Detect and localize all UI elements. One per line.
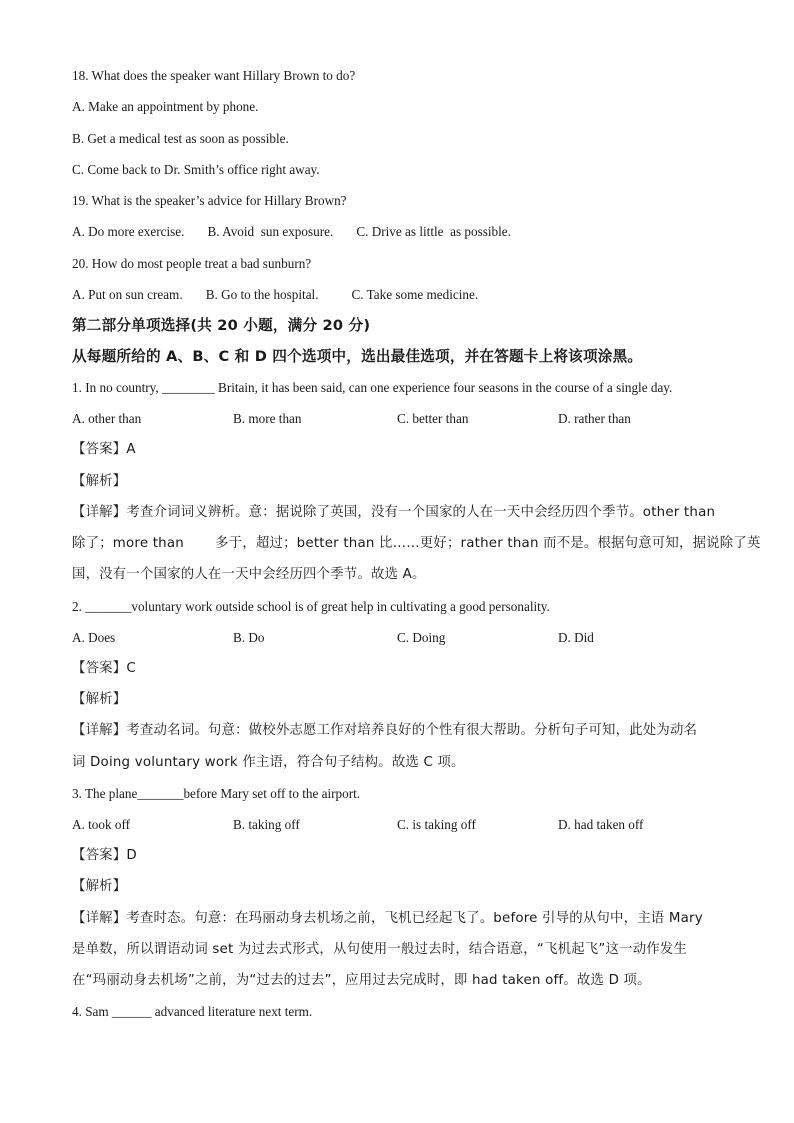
option-1b: B. more than <box>233 411 302 426</box>
detail-3-line-2: 是单数，所以谓语动词 set 为过去式形式，从句使用一般过去时，结合语意，“飞机起飞”这一动作发生 <box>72 942 688 957</box>
answer-2: 【答案】C <box>72 661 136 676</box>
question-1-stem: 1. In no country, ________ Britain, it has been said, can one experience four seasons in the course of a single day. <box>72 380 673 395</box>
option-1d: D. rather than <box>558 411 631 426</box>
analysis-2: 【解析】 <box>72 692 127 707</box>
option-1c: C. better than <box>397 411 469 426</box>
question-19: 19. What is the speaker’s advice for Hillary Brown? <box>72 193 347 208</box>
detail-3-line-1: 【详解】考查时态。句意：在玛丽动身去机场之前，飞机已经起飞了。before 引导的从句中，主语 Mary <box>72 911 703 926</box>
analysis-1: 【解析】 <box>72 474 127 489</box>
options-20: A. Put on sun cream. B. Go to the hospital. C. Take some medicine. <box>72 287 479 302</box>
detail-1-line-2: 除了；more than 多于，超过；better than 比……更好；rather than 而不是。根据句意可知，据说除了英 <box>72 536 761 551</box>
answer-1: 【答案】A <box>72 442 136 457</box>
section-instruction: 从每题所给的 A、B、C 和 D 四个选项中，选出最佳选项，并在答题卡上将该项涂黑。 <box>72 348 643 365</box>
option-18a: A. Make an appointment by phone. <box>72 99 259 114</box>
option-3d: D. had taken off <box>558 817 644 832</box>
question-3-stem: 3. The plane_______before Mary set off to the airport. <box>72 786 361 801</box>
detail-3-line-3: 在“玛丽动身去机场”之前，为“过去的过去”，应用过去完成时，即 had taken off。故选 D 项。 <box>72 973 651 988</box>
detail-1-line-1: 【详解】考查介词词义辨析。意：据说除了英国，没有一个国家的人在一天中会经历四个季节。other than <box>72 505 716 520</box>
option-3c: C. is taking off <box>397 817 476 832</box>
detail-2-line-1: 【详解】考查动名词。句意：做校外志愿工作对培养良好的个性有很大帮助。分析句子可知，此处为动名 <box>72 723 698 738</box>
option-3a: A. took off <box>72 817 130 832</box>
option-2a: A. Does <box>72 630 116 645</box>
question-2-stem: 2. _______voluntary work outside school is of great help in cultivating a good personality. <box>72 599 550 614</box>
detail-2-line-2: 词 Doing voluntary work 作主语，符合句子结构。故选 C 项。 <box>72 755 465 770</box>
question-4-stem: 4. Sam ______ advanced literature next term. <box>72 1004 313 1019</box>
analysis-3: 【解析】 <box>72 879 127 894</box>
option-2d: D. Did <box>558 630 594 645</box>
answer-3: 【答案】D <box>72 848 137 863</box>
option-18c: C. Come back to Dr. Smith’s office right away. <box>72 162 320 177</box>
option-2c: C. Doing <box>397 630 446 645</box>
options-19: A. Do more exercise. B. Avoid sun exposure. C. Drive as little as possible. <box>72 224 511 239</box>
question-18: 18. What does the speaker want Hillary Brown to do? <box>72 68 356 83</box>
section-heading: 第二部分单项选择(共 20 小题，满分 20 分) <box>72 317 371 334</box>
option-2b: B. Do <box>233 630 265 645</box>
question-20: 20. How do most people treat a bad sunburn? <box>72 256 312 271</box>
option-3b: B. taking off <box>233 817 300 832</box>
option-1a: A. other than <box>72 411 142 426</box>
option-18b: B. Get a medical test as soon as possible. <box>72 131 289 146</box>
detail-1-line-3: 国，没有一个国家的人在一天中会经历四个季节。故选 A。 <box>72 567 426 582</box>
